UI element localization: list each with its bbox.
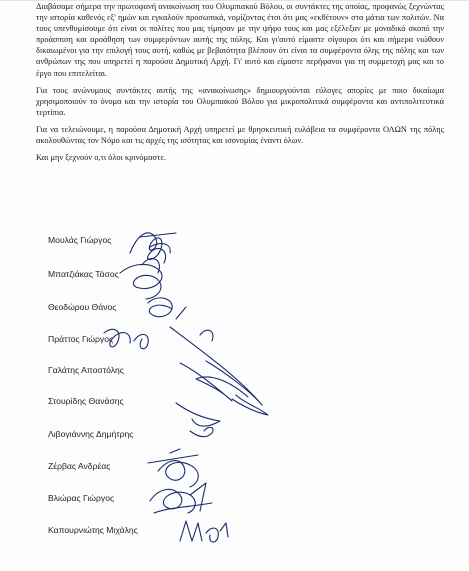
signatory-name: Βλιώρας Γιώργος (48, 493, 115, 503)
signatory-name: Λιβογιάννης Δημήτρης (48, 429, 134, 439)
signatory-name: Στουρίδης Θανάσης (48, 396, 124, 406)
paragraph-4: Και μην ξεχνούν ο,τι όλοι κρινόμαστε. (36, 153, 166, 163)
signatory-name: Μουλάς Γιώργος (48, 235, 112, 245)
signatory-name: Γαλάτης Αποστόλης (48, 365, 124, 375)
paragraph-2: Για τους ανώνυμους συντάκτες αυτής της «ανακοίνωσης» δημιουργούνται εύλογες απορίες με ποιο δικαίωμα χρησιμοποιούν το όνομα και την ιστορία του Ολυμπιακού Βόλου για μικροπολιτικά συμφέροντα και αντιπολιτευτικά τερτίπια. (36, 85, 444, 117)
paragraph-3: Για να τελειώνουμε, η παρούσα Δημοτική Αρχή υπηρετεί με θρησκευτική ευλάβεια τα συμφέροντα ΟΛΩΝ της πόλης ακολουθώντας τον Νόμο και τις αρχές της ισότητας και ισονομίας έναντι όλων. (36, 124, 444, 146)
signatory-name: Καπουρνιώτης Μιχάλης (48, 525, 138, 535)
signatory-name: Ζέρβας Ανδρέας (48, 461, 111, 471)
signatory-name: Πράττος Γιώργος (48, 334, 114, 344)
signatory-name: Θεοδώρου Θάνος (48, 302, 117, 312)
paragraph-1: Διαβάσαμε σήμερα την πρωτοφανή ανακοίνωση του Ολυμπιακού Βόλου, οι συντάκτες της οποίας, προφανώς ξεχνώντας την ιστορία καθενός εξ' ημών και εγκαλούν προσωπικά, νομίζοντας έτσι ότι μας «εκθέτουν» στα μάτια των πολιτών. Να τους υπενθυμίσουμε ότι είναι οι πολίτες που μας τίμησαν με την ψήφο τους και μας εξέλεξαν με μοναδικό σκοπό την προάσπιση και αροάθηση των συμφερόντων αυτής της πόλης. Και γι'αυτό είμαστε σίγουροι ότι και σήμερα νιώθουν δικαιωμένοι για την επιλογή τους αυτή, καθώς με βεβαιότητα βλέπουν ότι είναι τα συμφέροντα όλης της πόλης και των ανθρώπων της που υπηρετεί η παρούσα Δημοτική Αρχή. Γι' αυτό και είμαστε περήφανοι για τη συμμετοχή μας και το έργο που επιτελείται. (36, 2, 444, 78)
signatory-name: Μπατζιάκας Τάσος (48, 269, 119, 279)
signatory-list (0, 1, 469, 571)
